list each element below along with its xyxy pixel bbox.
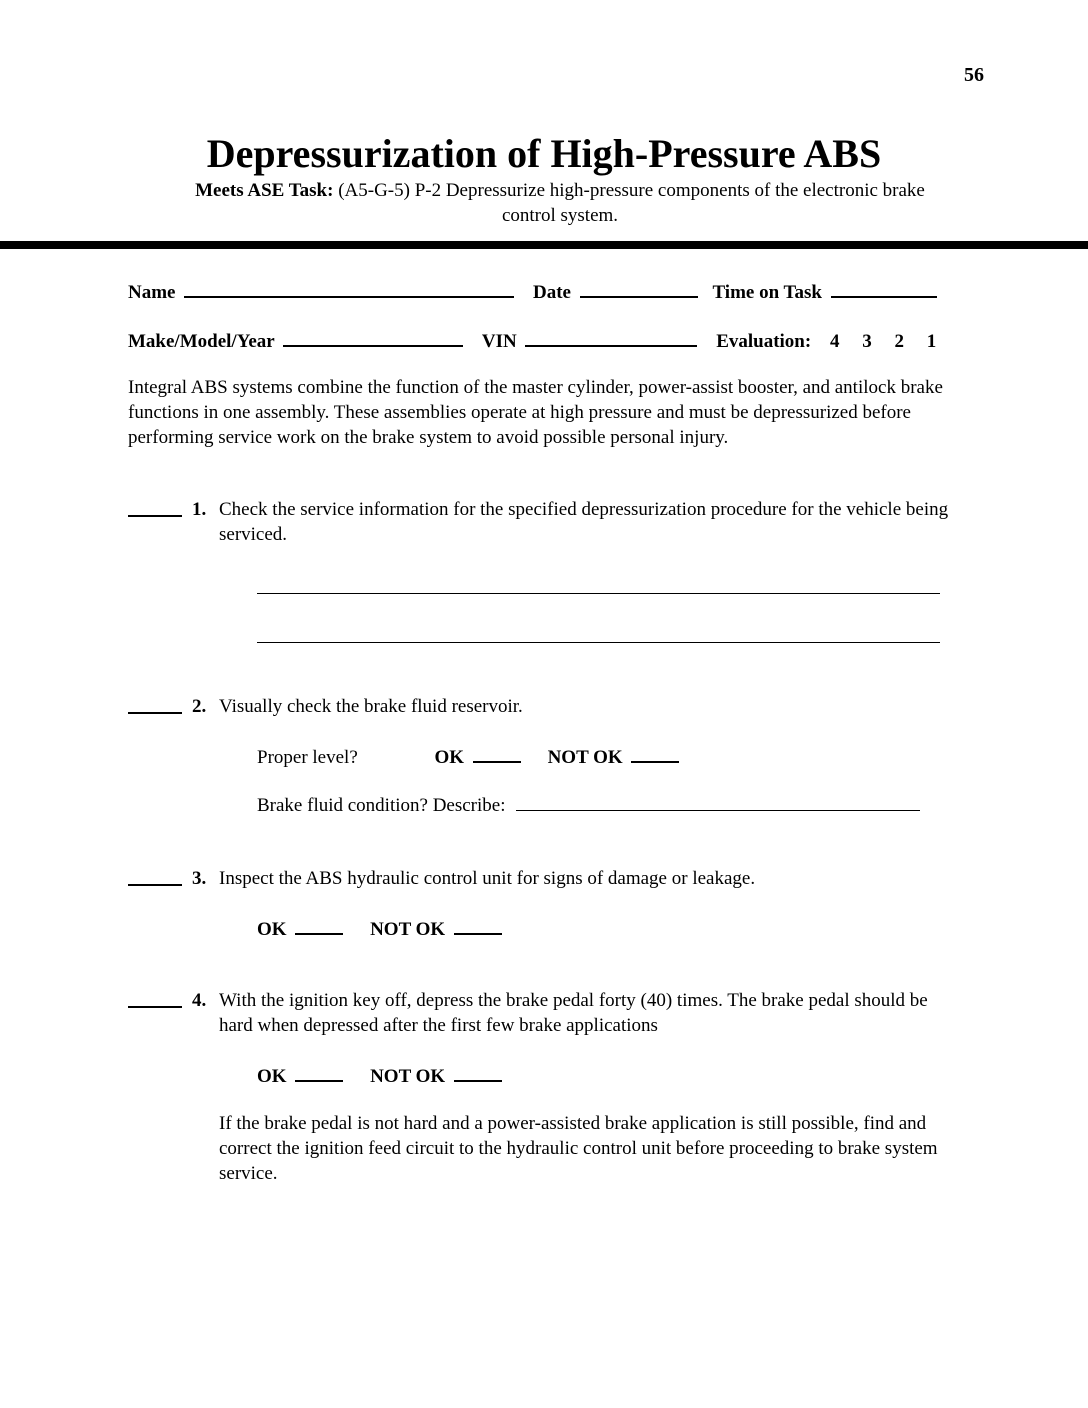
step-3-not-ok-field[interactable] [454,915,502,935]
step-2-number: 2. [192,696,207,717]
evaluation-score-4[interactable]: 4 [829,331,840,352]
step-3-ok-field[interactable] [295,915,343,935]
step-2-text: Visually check the brake fluid reservoir. [219,696,523,717]
step-2-proper-level-row [257,743,679,770]
step-4-result-row [257,1062,502,1089]
step-3-result-row [257,915,502,942]
step-4-number: 4. [192,990,207,1011]
step-3-checkbox-line[interactable] [128,866,182,886]
step-2-ok-label: OK [434,747,465,768]
evaluation-score-3[interactable]: 3 [862,331,872,352]
date-field[interactable] [580,278,698,298]
step-4-note: If the brake pedal is not hard and a power-assisted brake application is still possible, find and correct the ignition feed circuit to the hydraulic control unit before proceeding to brake system service. [219,1113,938,1184]
step-4-checkbox-line[interactable] [128,988,182,1008]
step-1-text: Check the service information for the specified depressurization procedure for the vehicle being serviced. [219,499,949,545]
date-label: Date [532,282,571,303]
step-1-checkbox-line[interactable] [128,497,182,517]
step-2 [128,694,988,720]
step-2-fluid-condition-row [257,792,920,818]
step-2-checkbox-line[interactable] [128,694,182,714]
step-4-not-ok-label: NOT OK [370,1066,446,1087]
info-row-2 [128,327,936,353]
fluid-condition-label: Brake fluid condition? Describe: [257,795,506,816]
time-on-task-label: Time on Task [712,282,822,303]
step-3-ok-label: OK [257,919,287,940]
step-3-not-ok-label: NOT OK [370,919,446,940]
step-4-not-ok-field[interactable] [454,1062,502,1082]
page-number: 56 [964,64,984,86]
step-4 [128,988,988,1038]
ase-task-text-1: (A5-G-5) P-2 Depressurize high-pressure components of the electronic brake [338,180,925,201]
step-3 [128,866,988,892]
ase-task-subtitle [130,178,990,228]
make-model-year-field[interactable] [283,327,463,347]
step-4-ok-field[interactable] [295,1062,343,1082]
evaluation-score-1[interactable]: 1 [926,331,937,352]
vin-field[interactable] [525,327,697,347]
evaluation-score-2[interactable]: 2 [894,331,904,352]
fluid-condition-field[interactable] [516,792,920,811]
vin-label: VIN [481,331,517,352]
page-title: Depressurization of High-Pressure ABS [206,131,882,176]
evaluation-label: Evaluation: [716,331,812,352]
step-2-not-ok-field[interactable] [631,743,679,763]
ase-task-text-2: control system. [501,205,619,226]
step-3-text: Inspect the ABS hydraulic control unit for signs of damage or leakage. [219,868,756,889]
step-4-ok-label: OK [257,1066,287,1087]
step-1-number: 1. [192,499,207,520]
intro-paragraph: Integral ABS systems combine the function of the master cylinder, power-assist booster, and antilock brake functions in one assembly. These assemblies operate at high pressure and must be depressurized before performing service work on the brake system to avoid possible personal injury. [128,377,943,448]
time-on-task-field[interactable] [831,278,937,298]
step-3-number: 3. [192,868,207,889]
info-row-1 [128,278,937,304]
step-1-answer-line-1[interactable] [257,593,940,594]
header-divider [0,241,1088,249]
step-1-answer-line-2[interactable] [257,642,940,643]
step-2-not-ok-label: NOT OK [547,747,623,768]
proper-level-label: Proper level? [257,747,358,768]
name-label: Name [128,282,176,303]
ase-task-label: Meets ASE Task: [195,180,334,201]
step-1 [128,497,988,547]
make-model-year-label: Make/Model/Year [128,331,275,352]
step-2-ok-field[interactable] [473,743,521,763]
name-field[interactable] [184,278,514,298]
step-4-text: With the ignition key off, depress the brake pedal forty (40) times. The brake pedal should be hard when depressed after the first few brake applications [219,990,928,1036]
